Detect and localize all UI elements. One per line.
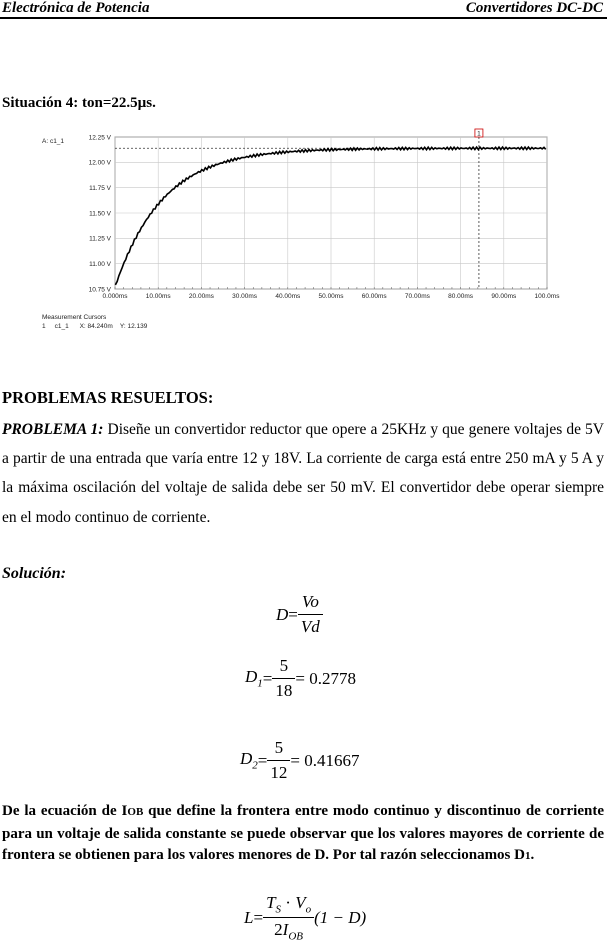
problem-statement	[2, 415, 604, 532]
equation-inductance	[244, 893, 366, 943]
explanation-sub-1: 1	[524, 850, 531, 862]
eq1-lhs: D	[276, 604, 289, 624]
eq4-denominator	[263, 918, 314, 942]
eq4-num-v-sub: o	[305, 903, 312, 916]
eq3-sub: 2	[252, 759, 258, 772]
eq2-sub: 1	[257, 677, 263, 690]
x-tick-label: 90.00ms	[491, 293, 517, 300]
eq4-lhs: L	[244, 907, 254, 927]
x-tick-label: 80.00ms	[448, 293, 474, 300]
eq3-equals: =	[257, 750, 268, 770]
equation-d2	[240, 738, 359, 783]
x-tick-label: 70.00ms	[404, 293, 430, 300]
problem-text: Diseñe un convertidor reductor que opere a 25KHz y que genere voltajes de 5V a partir de una entrada que varía entre 12 y 18V. La corriente de carga está entre 250 mA y 5 A y la máxima oscilación del voltaje de salida debe ser 50 mV. El convertidor debe operar siempre en el modo continuo de corriente.	[2, 421, 604, 526]
section-heading: PROBLEMAS RESUELTOS:	[2, 388, 214, 407]
y-tick-label: 10.75 V	[88, 286, 111, 294]
eq2-numerator: 5	[272, 656, 295, 679]
y-tick-label: 11.25 V	[89, 235, 111, 243]
eq3-lhs	[240, 749, 258, 771]
eq4-rhs: (1 − D)	[314, 907, 367, 927]
explanation-part-1: De la ecuación de I	[2, 803, 128, 819]
y-tick-label: 11.50 V	[89, 210, 111, 218]
eq4-den-2: 2	[274, 920, 283, 940]
eq4-num-t-sub: S	[275, 903, 282, 916]
eq4-num-v: V	[295, 893, 306, 912]
measurement-title: Measurement Cursors	[42, 314, 107, 321]
eq1-denominator: Vd	[300, 617, 320, 636]
eq4-numerator	[263, 893, 314, 918]
measurement-row: 1 c1_1 X: 84.240m Y: 12.139	[42, 323, 148, 330]
x-tick-label: 100.0ms	[534, 293, 560, 300]
y-tick-label: 12.00 V	[88, 159, 111, 167]
eq2-equals: =	[262, 668, 273, 688]
eq3-result: = 0.41667	[290, 750, 360, 770]
eq4-den-sub: OB	[288, 930, 303, 943]
x-tick-label: 60.00ms	[361, 293, 387, 300]
eq4-num-dot: ·	[281, 893, 296, 912]
eq3-denominator: 12	[270, 763, 288, 782]
eq4-den-i: I	[282, 920, 289, 940]
eq4-equals: =	[253, 907, 264, 927]
explanation-part-3: .	[530, 847, 535, 863]
y-tick-label: 11.75 V	[89, 184, 111, 192]
eq4-num-t: T	[266, 893, 276, 912]
x-tick-label: 40.00ms	[275, 293, 301, 300]
x-tick-label: 0.000ms	[102, 293, 128, 300]
solution-label: Solución:	[2, 565, 67, 582]
y-tick-label: 12.25 V	[88, 134, 111, 142]
eq3-lhs-var: D	[240, 749, 253, 769]
eq1-equals: =	[288, 604, 298, 624]
eq2-lhs-var: D	[245, 667, 258, 687]
plot-grid	[115, 137, 547, 289]
y-tick-label: 11.00 V	[89, 260, 111, 268]
equation-d1	[245, 656, 356, 701]
voltage-trace	[115, 147, 545, 285]
x-tick-label: 50.00ms	[318, 293, 344, 300]
oscilloscope-plot	[0, 125, 607, 340]
trace-label: A: c1_1	[42, 138, 65, 145]
x-tick-label: 10.00ms	[145, 293, 171, 300]
explanation-sub-ob: OB	[127, 806, 144, 818]
equation-duty-cycle	[276, 592, 323, 637]
explanation-paragraph	[2, 801, 604, 868]
eq1-numerator: Vo	[298, 592, 323, 615]
eq2-lhs	[245, 667, 263, 689]
eq3-numerator: 5	[267, 738, 290, 761]
problem-label: PROBLEMA 1:	[2, 421, 104, 438]
x-tick-label: 20.00ms	[188, 293, 214, 300]
explanation-part-2: que define la frontera entre modo continuo y discontinuo de corriente para un voltaje de salida constante se puede observar que los valores mayores de corriente de frontera se obtienen para los valores menores de D. Por tal razón seleccionamos D	[2, 803, 605, 863]
situation-title: Situación 4: ton=22.5µs.	[2, 95, 156, 111]
y-axis-ticks	[89, 134, 112, 293]
x-tick-label: 30.00ms	[232, 293, 258, 300]
cursor-marker-label: 1	[477, 130, 481, 138]
header-right-title: Convertidores DC-DC	[465, 0, 603, 16]
eq2-denominator: 18	[275, 681, 293, 700]
header-left-title: Electrónica de Potencia	[2, 0, 150, 16]
page-header	[0, 0, 607, 19]
eq2-result: = 0.2778	[295, 668, 356, 688]
